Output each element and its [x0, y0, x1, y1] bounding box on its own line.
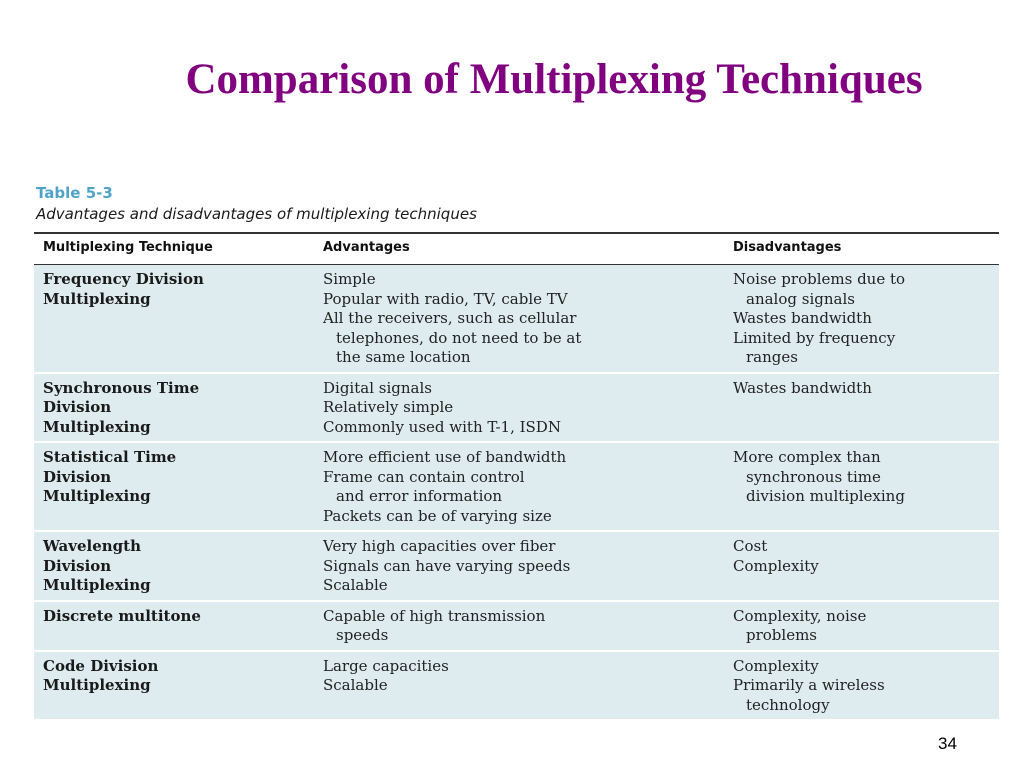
disadvantages-line: division multiplexing — [746, 487, 905, 505]
advantages-cell — [314, 373, 724, 443]
technique-line: Statistical Time — [43, 448, 177, 466]
table-row — [34, 651, 999, 721]
table-caption: Advantages and disadvantages of multiplexing techniques — [36, 205, 477, 223]
technique-line: Division — [43, 398, 112, 416]
advantages-line: and error information — [336, 487, 503, 505]
technique-cell — [34, 442, 314, 531]
header-advantages: Advantages — [314, 233, 724, 265]
disadvantages-line: Limited by frequency — [733, 328, 896, 347]
advantages-line: Simple — [323, 270, 376, 288]
table-row — [34, 531, 999, 601]
advantages-line: Popular with radio, TV, cable TV — [323, 289, 568, 308]
technique-line: Division — [43, 556, 112, 575]
advantages-cell — [314, 651, 724, 721]
table-body — [34, 265, 999, 721]
technique-line: Frequency Division — [43, 270, 204, 288]
advantages-line: Frame can contain control — [323, 467, 525, 486]
disadvantages-line: Wastes bandwidth — [733, 378, 872, 397]
disadvantages-cell — [724, 265, 999, 373]
advantages-line: More efficient use of bandwidth — [323, 448, 567, 466]
advantages-line: Large capacities — [323, 656, 449, 675]
disadvantages-line: ranges — [746, 348, 798, 366]
disadvantages-line: More complex than — [733, 448, 881, 466]
advantages-line: Packets can be of varying size — [323, 506, 552, 525]
disadvantages-line: Primarily a wireless — [733, 676, 885, 694]
disadvantages-cell — [724, 373, 999, 443]
advantages-cell — [314, 442, 724, 531]
technique-cell — [34, 531, 314, 601]
technique-line: Multiplexing — [43, 417, 151, 436]
table-row — [34, 442, 999, 531]
table-row — [34, 601, 999, 651]
technique-line: Discrete multitone — [43, 606, 201, 625]
technique-cell — [34, 373, 314, 443]
disadvantages-line: analog signals — [746, 289, 855, 308]
advantages-line: telephones, do not need to be at — [336, 328, 582, 347]
technique-line: Multiplexing — [43, 487, 151, 505]
technique-cell — [34, 265, 314, 373]
advantages-cell — [314, 531, 724, 601]
page-number: 34 — [938, 734, 957, 753]
advantages-line: Scalable — [323, 676, 388, 694]
technique-cell — [34, 651, 314, 721]
table-number-label: Table 5-3 — [36, 184, 113, 202]
disadvantages-line: problems — [746, 626, 818, 644]
disadvantages-line: Wastes bandwidth — [733, 309, 872, 327]
advantages-line: Commonly used with T-1, ISDN — [323, 417, 561, 436]
advantages-cell — [314, 601, 724, 651]
table-row — [34, 265, 999, 373]
technique-line: Synchronous Time — [43, 378, 200, 397]
table-row — [34, 373, 999, 443]
technique-cell — [34, 601, 314, 651]
technique-line: Division — [43, 467, 112, 486]
disadvantages-cell — [724, 601, 999, 651]
disadvantages-cell — [724, 651, 999, 721]
technique-line: Multiplexing — [43, 576, 151, 594]
multiplexing-comparison-table — [34, 232, 999, 721]
technique-line: Multiplexing — [43, 676, 151, 694]
technique-line: Multiplexing — [43, 289, 151, 308]
advantages-line: Digital signals — [323, 378, 432, 397]
disadvantages-cell — [724, 531, 999, 601]
slide-title: Comparison of Multiplexing Techniques — [185, 56, 923, 103]
disadvantages-line: synchronous time — [746, 467, 881, 486]
advantages-line: All the receivers, such as cellular — [323, 309, 577, 327]
table-header-row — [34, 233, 999, 265]
disadvantages-line: technology — [746, 695, 830, 714]
advantages-line: Signals can have varying speeds — [323, 556, 571, 575]
disadvantages-line: Noise problems due to — [733, 270, 906, 288]
technique-line: Wavelength — [43, 537, 141, 555]
disadvantages-line: Complexity — [733, 656, 819, 675]
multiplexing-comparison-table-container — [34, 232, 999, 721]
advantages-line: Very high capacities over fiber — [323, 537, 556, 555]
disadvantages-cell — [724, 442, 999, 531]
advantages-line: Capable of high transmission — [323, 606, 546, 625]
advantages-line: Scalable — [323, 576, 388, 594]
header-technique: Multiplexing Technique — [34, 233, 314, 265]
disadvantages-line: Complexity, noise — [733, 606, 867, 625]
technique-line: Code Division — [43, 656, 159, 675]
advantages-line: the same location — [336, 348, 471, 366]
advantages-line: speeds — [336, 626, 389, 644]
disadvantages-line: Cost — [733, 537, 768, 555]
disadvantages-line: Complexity — [733, 556, 819, 575]
header-disadvantages: Disadvantages — [724, 233, 999, 265]
advantages-cell — [314, 265, 724, 373]
advantages-line: Relatively simple — [323, 398, 454, 416]
